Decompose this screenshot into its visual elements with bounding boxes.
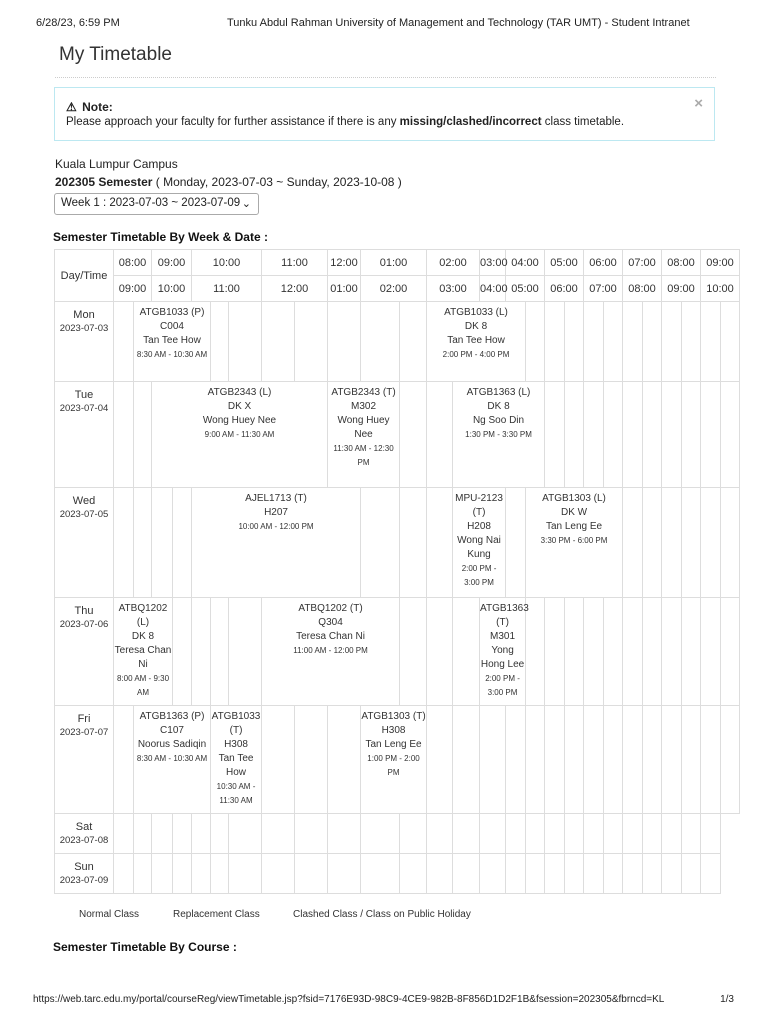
empty-slot <box>682 382 701 488</box>
day-cell <box>55 382 114 488</box>
empty-slot <box>584 854 604 894</box>
section-title-by-course: Semester Timetable By Course : <box>53 940 237 954</box>
empty-slot <box>701 598 721 706</box>
time-start-header: 07:00 <box>623 250 662 276</box>
empty-slot <box>295 302 328 382</box>
page-number: 1/3 <box>720 994 734 1005</box>
print-url: https://web.tarc.edu.my/portal/courseReg/viewTimetable.jsp?fsid=7176E93D-98C9-4CE9-982B-8F856D1D2F1B&fsession=202305&fbrncd=KL <box>33 994 665 1005</box>
day-cell <box>55 598 114 706</box>
class-lecturer: Teresa Chan Ni <box>114 645 172 670</box>
class-time: 1:00 PM - 2:00 PM <box>367 754 420 777</box>
empty-slot <box>192 598 211 706</box>
class-slot[interactable] <box>480 598 529 706</box>
class-lecturer: Ng Soo Din <box>472 415 525 426</box>
class-time: 8:30 AM - 10:30 AM <box>136 754 208 763</box>
day-name: Mon <box>73 309 95 321</box>
empty-slot <box>604 814 623 854</box>
class-slot[interactable] <box>427 302 526 382</box>
time-start-header: 05:00 <box>545 250 584 276</box>
class-lecturer: Tan Tee How <box>447 335 505 346</box>
empty-slot <box>643 488 662 598</box>
time-end-header: 04:00 <box>480 276 506 302</box>
class-room: H308 <box>224 739 248 750</box>
empty-slot <box>623 706 643 814</box>
empty-slot <box>211 598 229 706</box>
empty-slot <box>114 382 134 488</box>
empty-slot <box>229 598 262 706</box>
empty-slot <box>662 598 682 706</box>
empty-slot <box>427 488 453 598</box>
time-end-header: 06:00 <box>545 276 584 302</box>
week-select-value: Week 1 : 2023-07-03 ~ 2023-07-09 <box>61 197 241 209</box>
empty-slot <box>545 706 565 814</box>
empty-slot <box>328 302 361 382</box>
day-cell <box>55 488 114 598</box>
class-time: 1:30 PM - 3:30 PM <box>465 430 532 439</box>
class-room: M302 <box>351 401 377 412</box>
empty-slot <box>526 302 545 382</box>
note-alert <box>54 87 715 141</box>
empty-slot <box>134 488 152 598</box>
empty-slot <box>662 302 682 382</box>
empty-slot <box>453 814 480 854</box>
empty-slot <box>584 706 604 814</box>
empty-slot <box>114 302 134 382</box>
class-lecturer: Wong Huey Nee <box>337 415 390 440</box>
class-code: ATGB1033 (L) <box>444 307 508 318</box>
close-icon[interactable]: × <box>694 95 703 112</box>
time-start-header: 11:00 <box>262 250 328 276</box>
time-end-header: 03:00 <box>427 276 480 302</box>
empty-slot <box>526 706 545 814</box>
class-room: H208 <box>467 521 491 532</box>
time-start-header: 08:00 <box>662 250 701 276</box>
empty-slot <box>328 854 361 894</box>
empty-slot <box>400 488 427 598</box>
class-room: DK X <box>227 401 252 412</box>
empty-slot <box>604 302 623 382</box>
empty-slot <box>604 706 623 814</box>
empty-slot <box>400 854 427 894</box>
empty-slot <box>506 706 526 814</box>
empty-slot <box>152 814 173 854</box>
empty-slot <box>701 302 721 382</box>
empty-slot <box>643 302 662 382</box>
class-room: DK W <box>560 507 588 518</box>
class-code: MPU-2123 (T) <box>455 493 503 518</box>
class-code: ATGB2343 (L) <box>207 387 272 398</box>
empty-slot <box>604 382 623 488</box>
empty-slot <box>565 382 584 488</box>
day-date: 2023-07-09 <box>59 875 109 886</box>
empty-slot <box>114 488 134 598</box>
empty-slot <box>643 814 662 854</box>
empty-slot <box>623 814 643 854</box>
class-time: 10:00 AM - 12:00 PM <box>238 522 314 531</box>
class-lecturer: Wong Nai Kung <box>457 535 501 560</box>
note-text-bold: missing/clashed/incorrect <box>399 116 542 128</box>
empty-slot <box>152 854 173 894</box>
empty-slot <box>192 814 211 854</box>
class-slot[interactable] <box>262 598 400 706</box>
empty-slot <box>427 814 453 854</box>
timetable <box>54 249 740 894</box>
empty-slot <box>565 854 584 894</box>
time-end-header: 11:00 <box>192 276 262 302</box>
empty-slot <box>662 488 682 598</box>
empty-slot <box>682 814 701 854</box>
page-title: My Timetable <box>59 44 172 65</box>
empty-slot <box>682 488 701 598</box>
empty-slot <box>662 706 682 814</box>
class-time: 10:30 AM - 11:30 AM <box>216 782 256 805</box>
class-room: H207 <box>264 507 288 518</box>
time-start-header: 03:00 <box>480 250 506 276</box>
class-slot[interactable] <box>192 488 361 598</box>
time-end-header: 09:00 <box>114 276 152 302</box>
empty-slot <box>701 706 721 814</box>
empty-slot <box>114 706 134 814</box>
empty-slot <box>545 382 565 488</box>
empty-slot <box>565 706 584 814</box>
empty-slot <box>623 382 643 488</box>
note-label: Note: <box>82 100 113 114</box>
class-time: 11:00 AM - 12:00 PM <box>293 646 368 655</box>
empty-slot <box>400 302 427 382</box>
empty-slot <box>173 854 192 894</box>
empty-slot <box>506 814 526 854</box>
day-date: 2023-07-05 <box>59 509 109 520</box>
time-end-header: 07:00 <box>584 276 623 302</box>
time-end-header: 05:00 <box>506 276 545 302</box>
empty-slot <box>211 814 229 854</box>
semester-code: 202305 Semester <box>55 175 153 189</box>
empty-slot <box>701 854 721 894</box>
empty-slot <box>427 854 453 894</box>
class-code: ATGB1303 (L) <box>542 493 606 504</box>
class-code: ATGB1033 (T) <box>211 711 261 736</box>
empty-slot <box>262 706 295 814</box>
empty-slot <box>134 814 152 854</box>
empty-slot <box>152 488 173 598</box>
empty-slot <box>701 382 721 488</box>
day-name: Sun <box>74 861 94 873</box>
empty-slot <box>584 598 604 706</box>
semester-info <box>55 175 402 189</box>
empty-slot <box>506 488 526 598</box>
empty-slot <box>643 706 662 814</box>
empty-slot <box>229 854 262 894</box>
day-date: 2023-07-04 <box>59 403 109 414</box>
class-room: DK 8 <box>131 631 155 642</box>
class-slot[interactable] <box>526 488 623 598</box>
empty-slot <box>662 382 682 488</box>
class-code: ATGB1033 (P) <box>139 307 205 318</box>
class-lecturer: Wong Huey Nee <box>202 415 277 426</box>
empty-slot <box>173 488 192 598</box>
empty-slot <box>623 488 643 598</box>
time-start-header: 02:00 <box>427 250 480 276</box>
legend-clashed-class: Clashed Class / Class on Public Holiday <box>293 909 471 920</box>
empty-slot <box>114 854 134 894</box>
empty-slot <box>526 814 545 854</box>
class-room: Q304 <box>318 617 343 628</box>
class-slot[interactable] <box>453 488 506 598</box>
class-slot[interactable] <box>211 706 262 814</box>
time-start-header: 08:00 <box>114 250 152 276</box>
empty-slot <box>427 598 453 706</box>
class-room: DK 8 <box>464 321 488 332</box>
empty-slot <box>701 814 721 854</box>
class-code: ATGB1363 (L) <box>466 387 531 398</box>
empty-slot <box>643 854 662 894</box>
empty-slot <box>453 854 480 894</box>
day-date: 2023-07-03 <box>59 323 109 334</box>
empty-slot <box>701 488 721 598</box>
empty-slot <box>211 854 229 894</box>
class-code: AJEL1713 (T) <box>245 493 307 504</box>
class-slot[interactable] <box>453 382 545 488</box>
empty-slot <box>623 598 643 706</box>
class-code: ATGB1303 (T) <box>361 711 426 722</box>
empty-slot <box>262 814 295 854</box>
week-select[interactable] <box>54 193 259 215</box>
time-end-header: 01:00 <box>328 276 361 302</box>
time-start-header: 04:00 <box>506 250 545 276</box>
print-timestamp: 6/28/23, 6:59 PM <box>36 17 120 29</box>
empty-slot <box>211 302 229 382</box>
section-title-by-week: Semester Timetable By Week & Date : <box>53 230 268 244</box>
time-end-header: 09:00 <box>662 276 701 302</box>
legend-replacement-class: Replacement Class <box>173 909 260 920</box>
day-name: Thu <box>74 605 94 617</box>
empty-slot <box>328 706 361 814</box>
class-slot[interactable] <box>361 706 427 814</box>
empty-slot <box>662 854 682 894</box>
class-slot[interactable] <box>152 382 328 488</box>
campus-label: Kuala Lumpur Campus <box>55 157 178 171</box>
empty-slot <box>545 598 565 706</box>
empty-slot <box>721 488 740 598</box>
empty-slot <box>295 814 328 854</box>
empty-slot <box>192 854 211 894</box>
class-time: 8:30 AM - 10:30 AM <box>136 350 208 359</box>
empty-slot <box>604 598 623 706</box>
class-lecturer: Noorus Sadiqin <box>137 739 207 750</box>
day-name: Tue <box>74 389 94 401</box>
empty-slot <box>721 302 740 382</box>
day-date: 2023-07-06 <box>59 619 109 630</box>
empty-slot <box>545 302 565 382</box>
empty-slot <box>565 302 584 382</box>
class-lecturer: Teresa Chan Ni <box>296 631 365 642</box>
note-text-before: Please approach your faculty for further assistance if there is any <box>66 116 400 128</box>
empty-slot <box>545 814 565 854</box>
empty-slot <box>480 854 506 894</box>
day-cell <box>55 854 114 894</box>
print-document-title: Tunku Abdul Rahman University of Management and Technology (TAR UMT) - Student Intranet <box>227 17 690 29</box>
empty-slot <box>427 382 453 488</box>
semester-range: ( Monday, 2023-07-03 ~ Sunday, 2023-10-08 ) <box>152 175 402 189</box>
class-code: ATGB1363 (P) <box>139 711 205 722</box>
time-end-header: 10:00 <box>701 276 740 302</box>
class-time: 2:00 PM - 4:00 PM <box>442 350 510 359</box>
note-heading <box>66 100 113 114</box>
note-text <box>66 116 624 128</box>
empty-slot <box>173 814 192 854</box>
empty-slot <box>427 706 453 814</box>
empty-slot <box>295 854 328 894</box>
class-room: DK 8 <box>487 401 510 412</box>
class-room: H308 <box>381 725 406 736</box>
day-cell <box>55 302 114 382</box>
class-code: ATBQ1202 (L) <box>118 603 168 628</box>
empty-slot <box>173 598 192 706</box>
time-start-header: 10:00 <box>192 250 262 276</box>
empty-slot <box>262 302 295 382</box>
time-end-header: 10:00 <box>152 276 192 302</box>
empty-slot <box>295 706 328 814</box>
empty-slot <box>623 854 643 894</box>
time-end-header: 02:00 <box>361 276 427 302</box>
empty-slot <box>662 814 682 854</box>
time-end-header: 12:00 <box>262 276 328 302</box>
time-start-header: 06:00 <box>584 250 623 276</box>
empty-slot <box>229 814 262 854</box>
warning-icon: ⚠ <box>66 100 77 114</box>
empty-slot <box>361 854 400 894</box>
empty-slot <box>134 382 152 488</box>
time-start-header: 09:00 <box>701 250 740 276</box>
class-time: 8:00 AM - 9:30 AM <box>116 674 170 697</box>
empty-slot <box>643 598 662 706</box>
empty-slot <box>114 814 134 854</box>
title-divider <box>55 77 716 78</box>
class-time: 2:00 PM - 3:00 PM <box>461 564 497 587</box>
class-code: ATGB1363 (T) <box>480 603 529 628</box>
time-end-header: 08:00 <box>623 276 662 302</box>
empty-slot <box>604 854 623 894</box>
empty-slot <box>134 854 152 894</box>
class-slot[interactable] <box>134 302 211 382</box>
empty-slot <box>682 598 701 706</box>
class-room: M301 <box>490 631 516 642</box>
empty-slot <box>480 814 506 854</box>
empty-slot <box>584 814 604 854</box>
day-date: 2023-07-07 <box>59 727 109 738</box>
empty-slot <box>506 854 526 894</box>
empty-slot <box>545 854 565 894</box>
class-code: ATBQ1202 (T) <box>298 603 363 614</box>
class-slot[interactable] <box>114 598 173 706</box>
time-start-header: 01:00 <box>361 250 427 276</box>
empty-slot <box>565 598 584 706</box>
empty-slot <box>721 598 740 706</box>
empty-slot <box>623 302 643 382</box>
class-lecturer: Yong Hong Lee <box>480 645 525 670</box>
empty-slot <box>453 706 480 814</box>
empty-slot <box>229 302 262 382</box>
empty-slot <box>361 302 400 382</box>
time-start-header: 09:00 <box>152 250 192 276</box>
empty-slot <box>682 706 701 814</box>
class-slot[interactable] <box>328 382 400 488</box>
empty-slot <box>565 814 584 854</box>
day-cell <box>55 814 114 854</box>
day-cell <box>55 706 114 814</box>
note-text-after: class timetable. <box>541 116 625 128</box>
time-start-header: 12:00 <box>328 250 361 276</box>
empty-slot <box>643 382 662 488</box>
empty-slot <box>526 854 545 894</box>
empty-slot <box>400 598 427 706</box>
day-name: Sat <box>75 821 93 833</box>
empty-slot <box>400 382 427 488</box>
empty-slot <box>328 814 361 854</box>
empty-slot <box>400 814 427 854</box>
empty-slot <box>262 854 295 894</box>
empty-slot <box>361 814 400 854</box>
empty-slot <box>721 706 740 814</box>
day-name: Fri <box>77 713 91 725</box>
empty-slot <box>480 706 506 814</box>
chevron-down-icon: ⌄ <box>241 198 251 210</box>
class-room: C004 <box>160 321 184 332</box>
empty-slot <box>682 854 701 894</box>
class-time: 9:00 AM - 11:30 AM <box>204 430 275 439</box>
class-time: 2:00 PM - 3:00 PM <box>485 674 520 697</box>
day-name: Wed <box>72 495 96 507</box>
day-date: 2023-07-08 <box>59 835 109 846</box>
class-lecturer: Tan Tee How <box>218 753 254 778</box>
corner-header: Day/Time <box>55 250 114 302</box>
class-room: C107 <box>160 725 184 736</box>
empty-slot <box>584 302 604 382</box>
class-lecturer: Tan Tee How <box>143 335 201 346</box>
class-lecturer: Tan Leng Ee <box>365 739 422 750</box>
class-time: 11:30 AM - 12:30 PM <box>333 444 394 467</box>
empty-slot <box>721 382 740 488</box>
empty-slot <box>361 488 400 598</box>
class-code: ATGB2343 (T) <box>331 387 396 398</box>
legend-normal-class: Normal Class <box>79 909 140 920</box>
empty-slot <box>453 598 480 706</box>
class-time: 3:30 PM - 6:00 PM <box>540 536 608 545</box>
empty-slot <box>682 302 701 382</box>
class-slot[interactable] <box>134 706 211 814</box>
empty-slot <box>584 382 604 488</box>
class-lecturer: Tan Leng Ee <box>545 521 603 532</box>
